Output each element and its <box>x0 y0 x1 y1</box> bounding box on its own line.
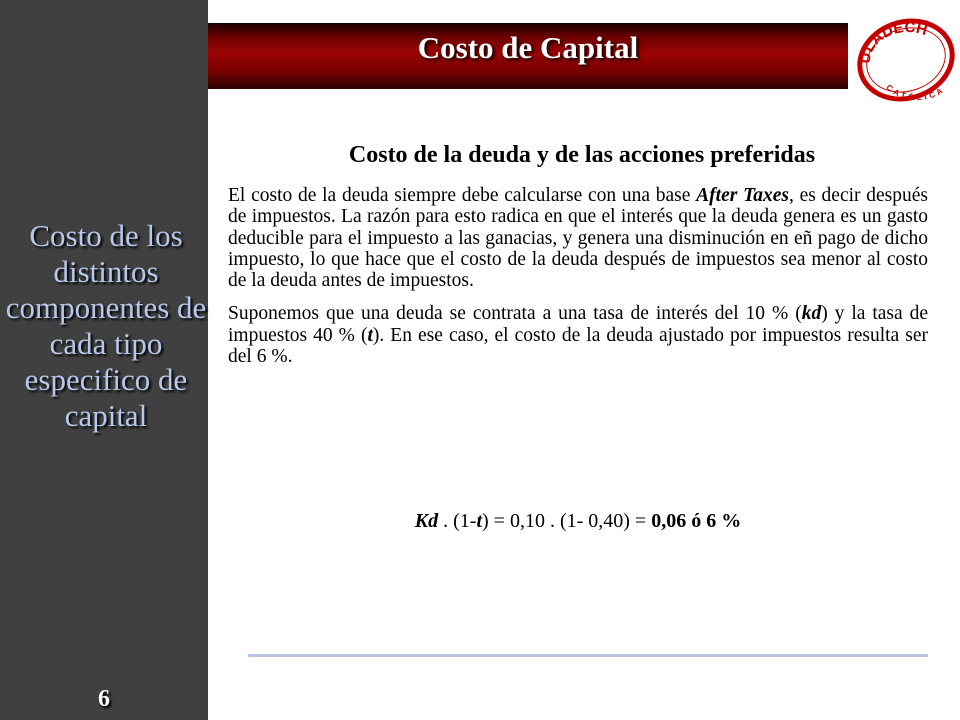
slide-title: Costo de Capital <box>417 30 639 65</box>
paragraph-after-taxes <box>228 185 928 291</box>
uladech-logo <box>852 8 956 108</box>
logo-sub-text: CATÓLICA <box>884 82 947 103</box>
bottom-divider <box>248 654 928 657</box>
para2-t: t <box>367 324 373 346</box>
formula-result: 0,06 ó 6 % <box>651 510 742 532</box>
formula-part-2: ) = 0,10 . (1- 0,40) = <box>482 510 652 532</box>
para2-text-1: Suponemos que una deuda se contrata a una tasa de interés del 10 % ( <box>228 303 802 325</box>
para1-text-1: El costo de la deuda siempre debe calcularse con una base <box>228 185 697 206</box>
formula-kd: Kd <box>414 510 439 532</box>
side-title: Costo de los distintos componentes de cada tipo especifico de capital <box>5 218 207 433</box>
para1-emphasis: After Taxes <box>696 185 789 206</box>
para1-text-2: , es decir después de impuestos. La razón para esto radica en que el interés que la deuda genera es un gasto deducible para el impuesto a las ganacias, y genera una disminución en eñ pago de dicho impuesto, lo que hace que el costo de la deuda después de impuestos sea menor al costo de la deuda antes de impuestos. <box>228 185 929 292</box>
content-area <box>228 142 928 367</box>
svg-text:ULADECH <box>857 19 930 65</box>
slide-number: 6 <box>98 686 110 712</box>
sidebar <box>0 0 208 720</box>
para2-text-3: ). En ese caso, el costo de la deuda ajustado por impuestos resulta ser del 6 %. <box>228 324 928 368</box>
section-subtitle: Costo de la deuda y de las acciones preferidas <box>348 142 816 168</box>
para2-text-2: ) y la tasa de impuestos 40 % ( <box>228 303 928 346</box>
formula-part-1: . (1- <box>438 510 477 532</box>
logo-brand-text: ULADECH <box>856 18 930 65</box>
paragraph-example <box>228 303 928 367</box>
para2-kd: kd <box>801 303 822 325</box>
formula <box>228 510 928 533</box>
formula-t: t <box>476 510 483 532</box>
